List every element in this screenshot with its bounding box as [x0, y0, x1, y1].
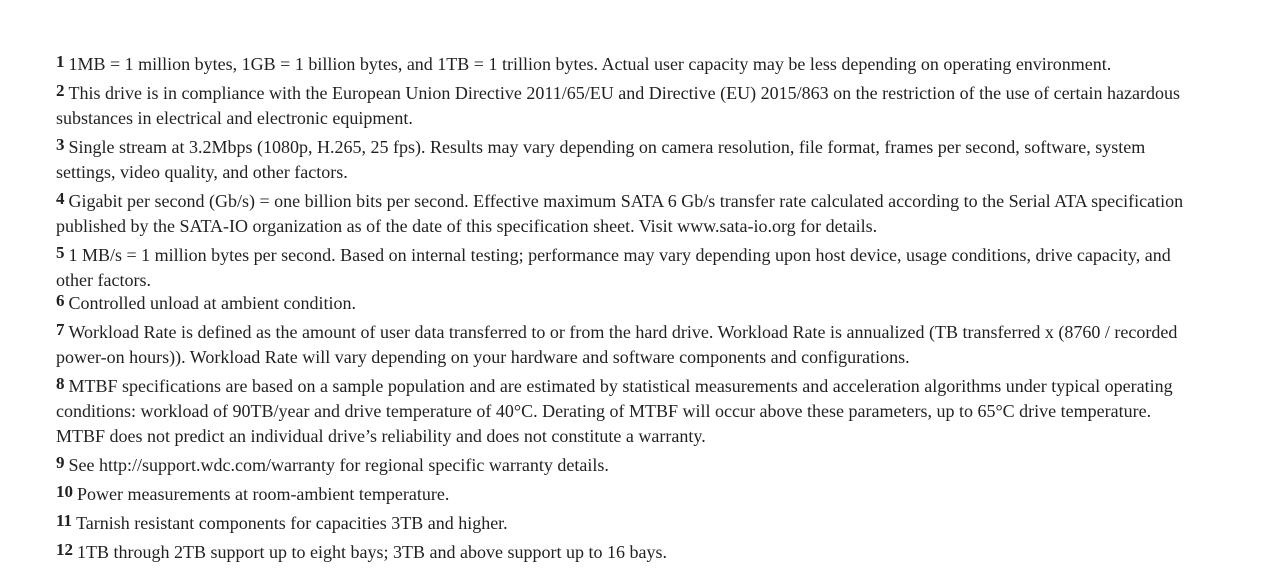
footnote-text: Power measurements at room-ambient temperature. [77, 484, 450, 504]
footnote-number: 8 [56, 374, 65, 393]
footnote-text: Tarnish resistant components for capacities 3TB and higher. [76, 513, 508, 533]
footnote-number: 11 [56, 511, 73, 530]
footnote-5 [56, 243, 1191, 293]
footnote-number: 7 [56, 320, 65, 339]
footnote-12 [56, 540, 1191, 565]
footnote-10 [56, 482, 1191, 507]
footnote-text: See http://support.wdc.com/warranty for regional specific warranty details. [68, 455, 609, 475]
footnote-1 [56, 52, 1191, 77]
footnote-text: MTBF specifications are based on a sample population and are estimated by statistical measurements and acceleration algorithms under typical operating conditions: workload of 90TB/year and drive temperature of 40°C. Derating of MTBF will occur above these parameters, up to 65°C drive temperature. MTBF does not predict an individual drive’s reliability and does not constitute a warranty. [56, 376, 1173, 446]
footnote-8 [56, 374, 1191, 449]
footnote-11 [56, 511, 1191, 536]
footnote-4 [56, 189, 1191, 239]
footnote-text: Single stream at 3.2Mbps (1080p, H.265, 25 fps). Results may vary depending on camera resolution, file format, frames per second, software, system settings, video quality, and other factors. [56, 137, 1146, 182]
footnote-text: 1TB through 2TB support up to eight bays; 3TB and above support up to 16 bays. [77, 542, 667, 562]
footnote-number: 12 [56, 540, 73, 559]
footnotes-list [56, 52, 1191, 569]
footnote-text: 1MB = 1 million bytes, 1GB = 1 billion bytes, and 1TB = 1 trillion bytes. Actual user capacity may be less depending on operating environment. [68, 54, 1112, 74]
footnote-text: This drive is in compliance with the European Union Directive 2011/65/EU and Directive (EU) 2015/863 on the restriction of the use of certain hazardous substances in electrical and electronic equipment. [56, 83, 1181, 128]
footnote-number: 9 [56, 453, 65, 472]
footnote-text: Workload Rate is defined as the amount of user data transferred to or from the hard drive. Workload Rate is annualized (TB transferred x (8760 / recorded power-on hours)). Workload Rate will vary depending on your hardware and software components and configurations. [56, 322, 1178, 367]
footnote-9 [56, 453, 1191, 478]
footnote-6 [56, 291, 1191, 316]
footnote-number: 6 [56, 291, 65, 310]
footnote-2 [56, 81, 1191, 131]
footnote-3 [56, 135, 1191, 185]
footnote-text: Gigabit per second (Gb/s) = one billion bits per second. Effective maximum SATA 6 Gb/s transfer rate calculated according to the Serial ATA specification published by the SATA-IO organization as of the date of this specification sheet. Visit www.sata-io.org for details. [56, 191, 1184, 236]
footnote-number: 3 [56, 135, 65, 154]
footnote-number: 1 [56, 52, 65, 71]
footnote-number: 5 [56, 243, 65, 262]
footnote-number: 4 [56, 189, 65, 208]
footnote-text: Controlled unload at ambient condition. [68, 293, 356, 313]
footnote-text: 1 MB/s = 1 million bytes per second. Based on internal testing; performance may vary depending upon host device, usage conditions, drive capacity, and other factors. [56, 245, 1171, 290]
footnote-number: 2 [56, 81, 65, 100]
footnote-number: 10 [56, 482, 73, 501]
footnote-7 [56, 320, 1191, 370]
